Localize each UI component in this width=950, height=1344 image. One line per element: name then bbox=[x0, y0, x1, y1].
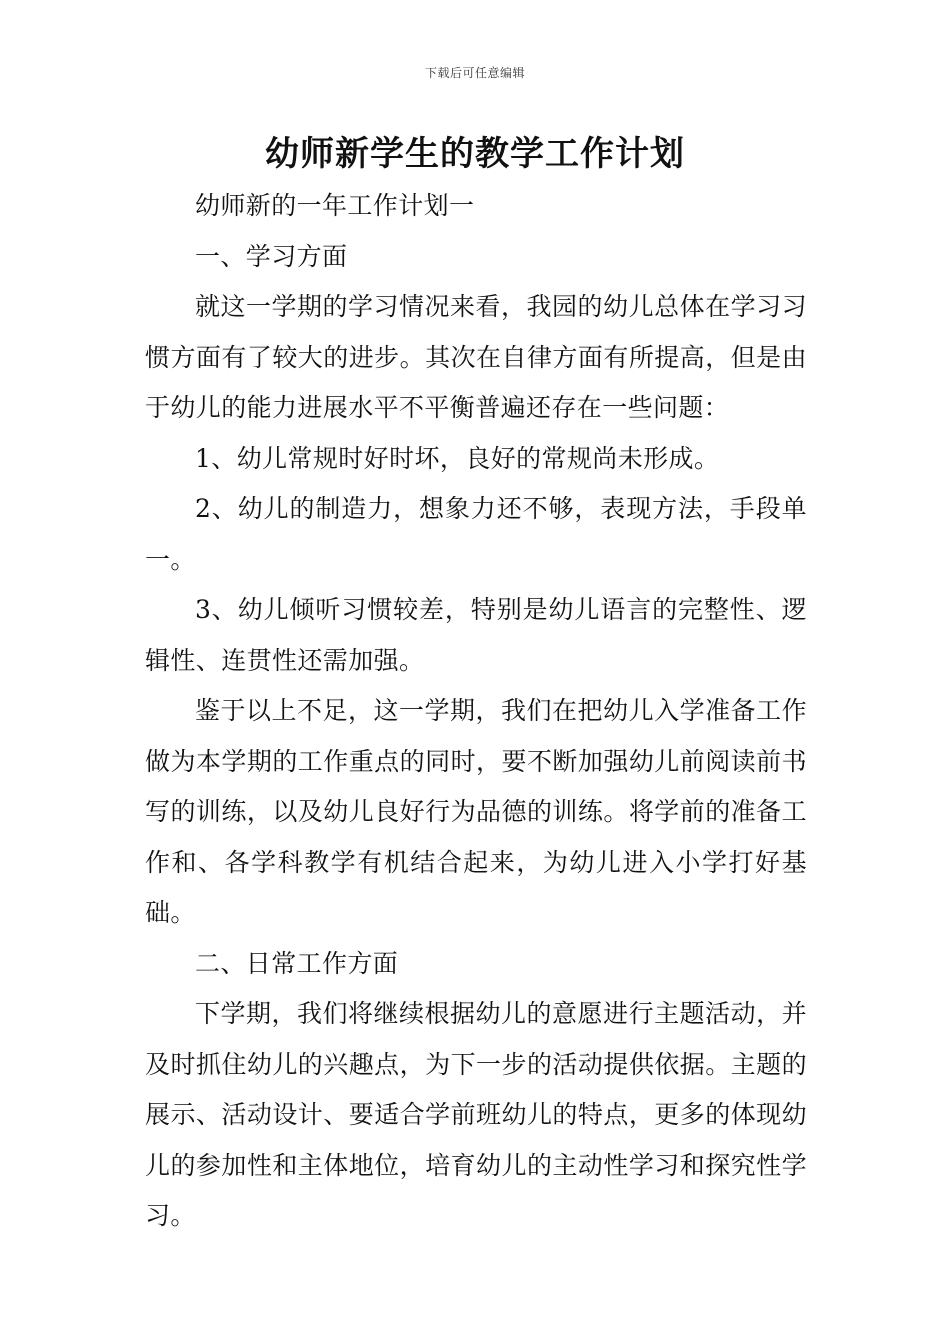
body-paragraph: 下学期，我们将继续根据幼儿的意愿进行主题活动，并及时抓住幼儿的兴趣点，为下一步的活动提供依据。主题的展示、活动设计、要适合学前班幼儿的特点，更多的体现幼儿的参加性和主体地位，培育幼儿的主动性学习和探究性学习。 bbox=[145, 999, 807, 1230]
body-paragraph: 就这一学期的学习情况来看，我园的幼儿总体在学习习惯方面有了较大的进步。其次在自律方面有所提高，但是由于幼儿的能力进展水平不平衡普遍还存在一些问题： bbox=[145, 292, 807, 422]
document-body bbox=[145, 181, 807, 1242]
document-title: 幼师新学生的教学工作计划 bbox=[265, 134, 685, 174]
list-item-2: 2、幼儿的制造力，想象力还不够，表现方法，手段单一。 bbox=[145, 494, 807, 574]
list-item-3: 3、幼儿倾听习惯较差，特别是幼儿语言的完整性、逻辑性、连贯性还需加强。 bbox=[145, 595, 807, 675]
header-note: 下载后可任意编辑 bbox=[424, 66, 525, 80]
body-paragraph: 鉴于以上不足，这一学期，我们在把幼儿入学准备工作做为本学期的工作重点的同时，要不断加强幼儿前阅读前书写的训练，以及幼儿良好行为品德的训练。将学前的准备工作和、各学科教学有机结合起来，为幼儿进入小学打好基础。 bbox=[145, 696, 807, 927]
subtitle-paragraph: 幼师新的一年工作计划一 bbox=[195, 191, 475, 220]
section-heading-study: 一、学习方面 bbox=[195, 241, 348, 271]
list-item-1: 1、幼儿常规时好时坏，良好的常规尚未形成。 bbox=[195, 443, 720, 473]
section-heading-daily-work: 二、日常工作方面 bbox=[195, 948, 399, 978]
